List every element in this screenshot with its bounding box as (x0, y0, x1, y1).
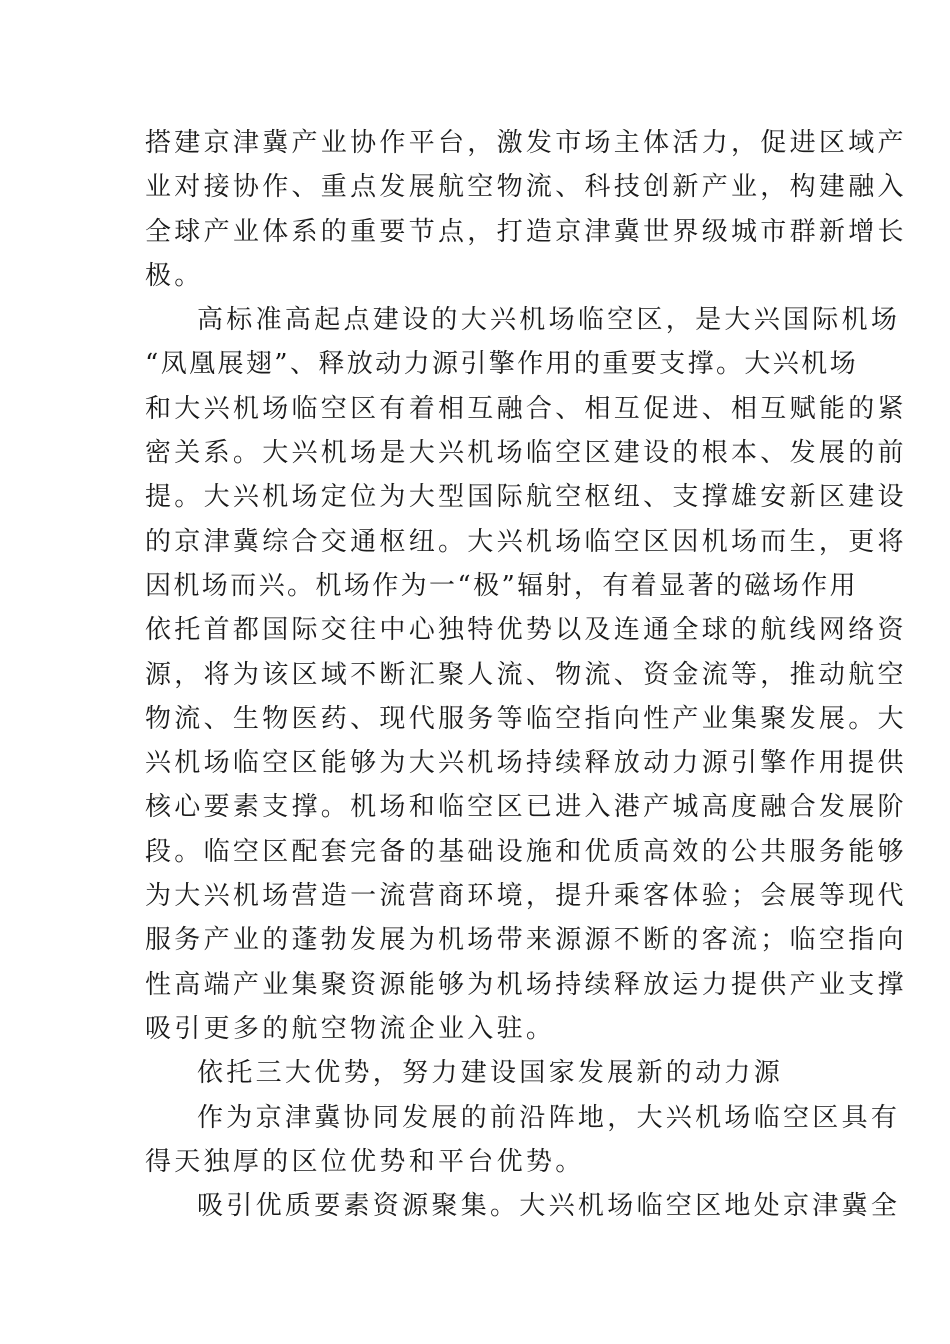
text-line-12: 依托首都国际交往中心独特优势以及连通全球的航线网络资 (145, 615, 907, 646)
text-line-25: 吸引优质要素资源聚集。大兴机场临空区地处京津冀全 (197, 1191, 901, 1222)
section-heading: 依托三大优势，努力建设国家发展新的动力源 (197, 1058, 784, 1089)
text-line-17: 段。临空区配套完备的基础设施和优质高效的公共服务能够 (145, 836, 907, 867)
text-line-5: 高标准高起点建设的大兴机场临空区，是大兴国际机场 (197, 305, 901, 336)
text-line-4: 极。 (145, 260, 204, 291)
text-line-9: 提。大兴机场定位为大型国际航空枢纽、支撑雄安新区建设 (145, 482, 907, 513)
text-line-23: 作为京津冀协同发展的前沿阵地，大兴机场临空区具有 (197, 1102, 901, 1133)
text-line-11: 因机场而兴。机场作为一“极”辐射，有着显著的磁场作用 (145, 570, 858, 601)
text-line-7: 和大兴机场临空区有着相互融合、相互促进、相互赋能的紧 (145, 393, 907, 424)
text-line-21: 吸引更多的航空物流企业入驻。 (145, 1013, 556, 1044)
text-line-16: 核心要素支撑。机场和临空区已进入港产城高度融合发展阶 (145, 792, 907, 823)
text-line-18: 为大兴机场营造一流营商环境，提升乘客体验；会展等现代 (145, 881, 907, 912)
text-line-14: 物流、生物医药、现代服务等临空指向性产业集聚发展。大 (145, 703, 907, 734)
text-line-8: 密关系。大兴机场是大兴机场临空区建设的根本、发展的前 (145, 438, 907, 469)
body-text (145, 121, 907, 1228)
text-line-20: 性高端产业集聚资源能够为机场持续释放运力提供产业支撑 (145, 969, 907, 1000)
text-line-13: 源，将为该区域不断汇聚人流、物流、资金流等，推动航空 (145, 659, 907, 690)
text-line-24: 得天独厚的区位优势和平台优势。 (145, 1146, 585, 1177)
text-line-19: 服务产业的蓬勃发展为机场带来源源不断的客流；临空指向 (145, 925, 907, 956)
text-line-3: 全球产业体系的重要节点，打造京津冀世界级城市群新增长 (145, 216, 907, 247)
text-line-10: 的京津冀综合交通枢纽。大兴机场临空区因机场而生，更将 (145, 526, 907, 557)
text-line-2: 业对接协作、重点发展航空物流、科技创新产业，构建融入 (145, 172, 907, 203)
text-line-1: 搭建京津冀产业协作平台，激发市场主体活力，促进区域产 (145, 128, 907, 158)
text-line-6: “凤凰展翅”、释放动力源引擎作用的重要支撑。大兴机场 (145, 349, 858, 380)
text-line-15: 兴机场临空区能够为大兴机场持续释放动力源引擎作用提供 (145, 748, 907, 779)
